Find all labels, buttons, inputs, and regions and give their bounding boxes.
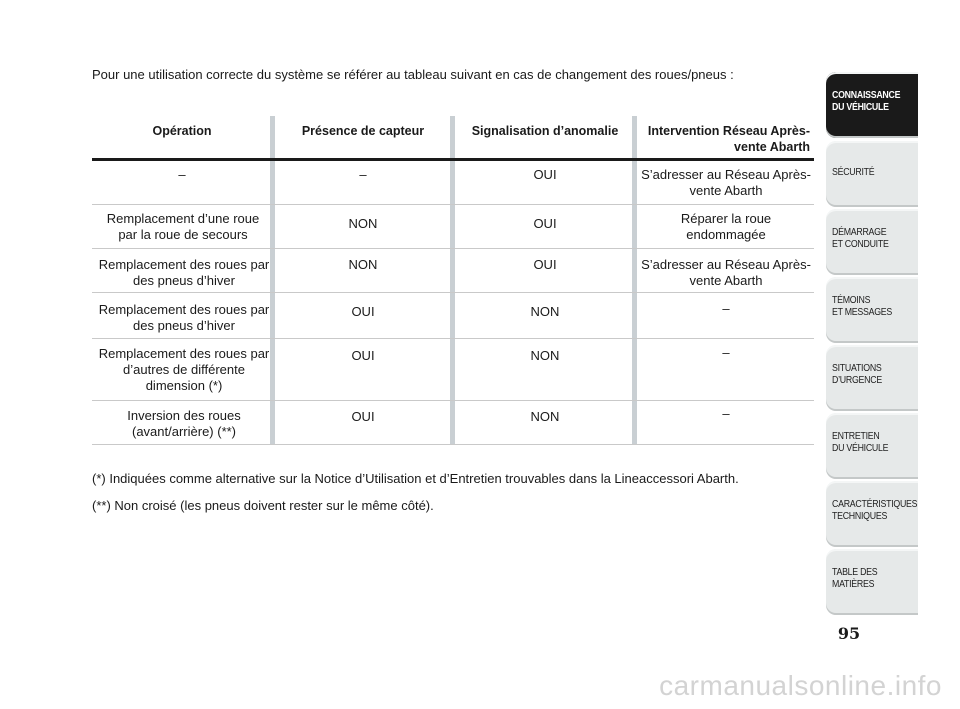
column-divider (632, 116, 637, 444)
row-separator (92, 204, 814, 205)
tab-connaissance-du-vehicule[interactable] (826, 72, 918, 138)
tab-label: DU VÉHICULE (832, 102, 889, 113)
table-row-4-signal: NON (530, 348, 560, 363)
tpms-table (92, 116, 814, 446)
table-row-4-intervention: – (722, 345, 730, 360)
tab-table-des-matieres[interactable] (826, 549, 918, 615)
table-row-5-intervention: – (722, 406, 730, 421)
table-row-5-sensor: OUI (351, 409, 375, 424)
tab-situations-d-urgence[interactable] (826, 345, 918, 411)
row-separator (92, 444, 814, 445)
tab-label: SITUATIONS (832, 363, 882, 374)
tab-entretien-du-vehicule[interactable] (826, 413, 918, 479)
header-fault-signal: Signalisation d’anomalie (471, 124, 619, 138)
tab-label: TABLE DES (832, 567, 878, 578)
tab-label: TÉMOINS (832, 295, 871, 306)
table-row-1-intervention: Réparer la roue endommagée (680, 211, 772, 242)
tab-demarrage-et-conduite[interactable] (826, 209, 918, 275)
table-row-2-operation: Remplacement des roues par des pneus d’hiver (98, 257, 270, 288)
row-separator (92, 400, 814, 401)
table-row-3-signal: NON (530, 304, 560, 319)
table-row-1-sensor: NON (348, 216, 378, 231)
table-row-2-intervention: S’adresser au Réseau Après-vente Abarth (641, 257, 811, 288)
tab-label: MATIÈRES (832, 579, 875, 590)
table-row-4-operation: Remplacement des roues par d’autres de différente dimension (*) (98, 346, 270, 393)
tab-label: CONNAISSANCE (832, 90, 901, 101)
table-row-2-sensor: NON (348, 257, 378, 272)
column-divider (270, 116, 275, 444)
table-row-3-sensor: OUI (351, 304, 375, 319)
tab-label: TECHNIQUES (832, 511, 888, 522)
table-row-5-signal: NON (530, 409, 560, 424)
tab-label: ENTRETIEN (832, 431, 880, 442)
footnote-2: (**) Non croisé (les pneus doivent rester sur le même côté). (92, 498, 434, 513)
table-row-3-operation: Remplacement des roues par des pneus d’hiver (98, 302, 270, 333)
table-row-0-intervention: S’adresser au Réseau Après-vente Abarth (641, 167, 811, 198)
table-row-0-sensor: – (359, 167, 367, 182)
table-row-0-signal: OUI (533, 167, 557, 182)
row-separator (92, 292, 814, 293)
table-row-3-intervention: – (722, 301, 730, 316)
header-rule (92, 158, 814, 161)
header-sensor: Présence de capteur (301, 124, 425, 138)
tab-label: D’URGENCE (832, 375, 882, 386)
footnote-1: (*) Indiquées comme alternative sur la Notice d’Utilisation et d’Entretien trouvables dans la Lineaccessori Abarth. (92, 471, 739, 486)
tab-securite[interactable] (826, 141, 918, 207)
column-divider (450, 116, 455, 444)
table-row-5-operation: Inversion des roues (avant/arrière) (**) (127, 408, 241, 439)
table-row-2-signal: OUI (533, 257, 557, 272)
tab-label: CARACTÉRISTIQUES (832, 499, 918, 510)
table-row-1-operation: Remplacement d’une roue par la roue de secours (106, 211, 260, 242)
header-operation: Opération (152, 124, 212, 138)
tab-caracteristiques-techniques[interactable] (826, 481, 918, 547)
tab-label: ET CONDUITE (832, 239, 889, 250)
tab-label: SÉCURITÉ (832, 167, 875, 178)
table-row-4-sensor: OUI (351, 348, 375, 363)
row-separator (92, 338, 814, 339)
page-number: 95 (837, 624, 861, 643)
tab-label: ET MESSAGES (832, 307, 893, 318)
tab-label: DU VÉHICULE (832, 443, 889, 454)
intro-text: Pour une utilisation correcte du système se référer au tableau suivant en cas de changement des roues/pneus : (92, 67, 734, 82)
table-row-1-signal: OUI (533, 216, 557, 231)
header-intervention: Intervention Réseau Après-vente Abarth (647, 124, 810, 154)
row-separator (92, 248, 814, 249)
tab-label: DÉMARRAGE (832, 227, 887, 238)
table-row-0-operation: – (178, 167, 186, 182)
tab-temoins-et-messages[interactable] (826, 277, 918, 343)
watermark: carmanualsonline.info (659, 670, 942, 701)
